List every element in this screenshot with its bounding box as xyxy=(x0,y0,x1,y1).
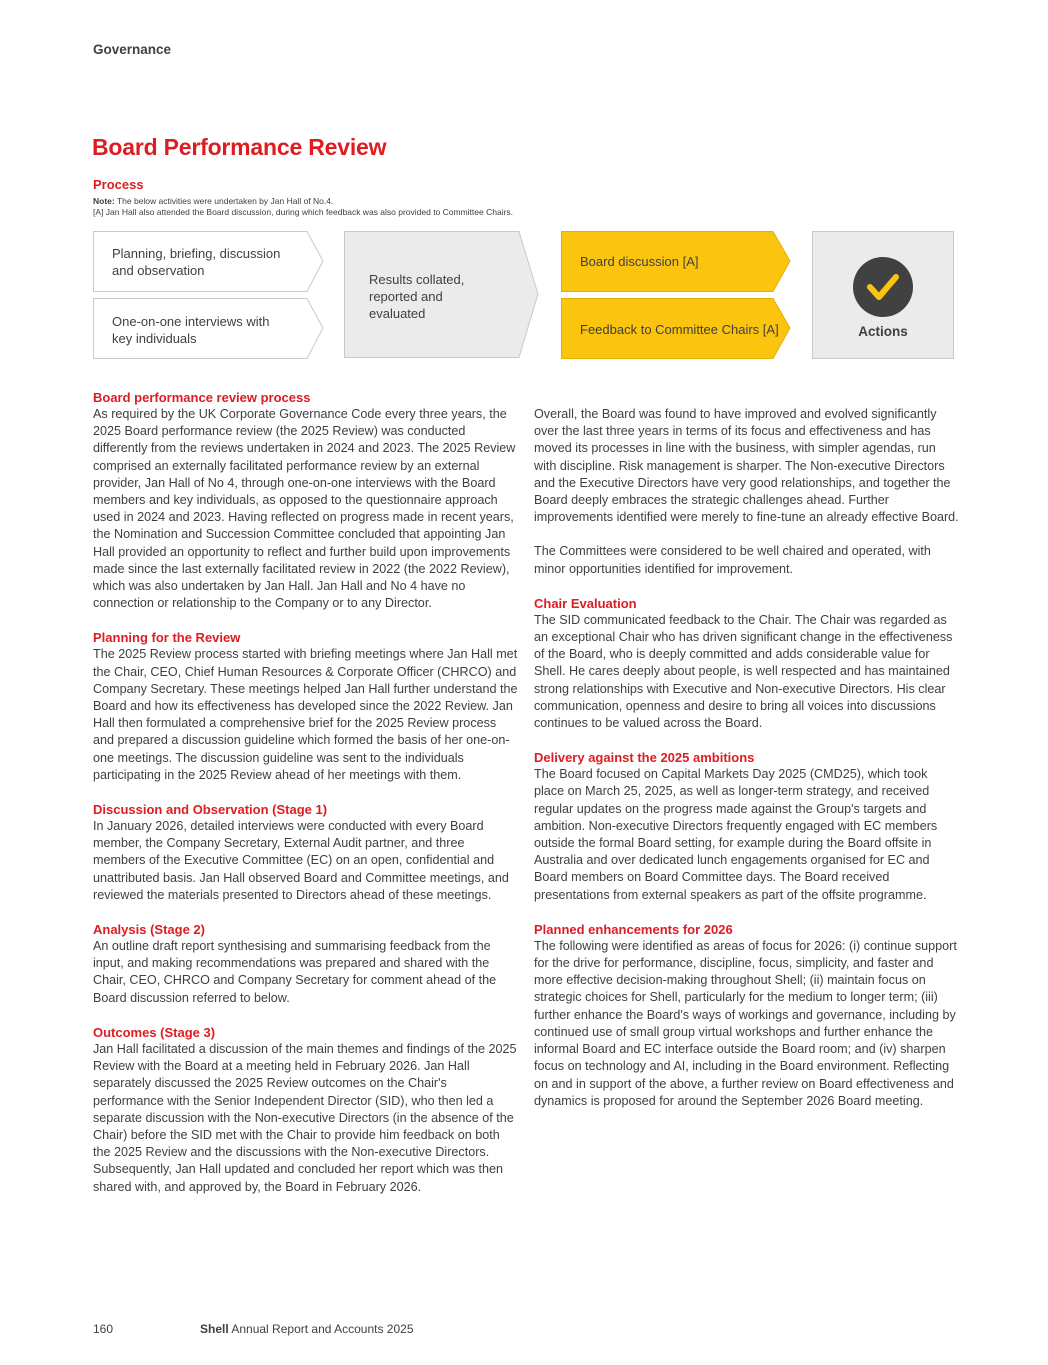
section-text: The Board focused on Capital Markets Day 2025 (CMD25), which took place on March 25, 2025, as well as longer-term strategy, and received regular updates on the progress made against the Group's targets and ambition. Non-executive Directors frequently engaged with EC members outside the formal Board setting, for example during the Board offsite in Australia and over dedicated lunch engagements organised for EC and Board members on Board Committee days. The Board received presentations from external speakers as part of the offsite programme. xyxy=(534,767,938,902)
section-text: As required by the UK Corporate Governance Code every three years, the 2025 Board performance review (the 2025 Review) was conducted differently from the reviews undertaken in 2024 and 2023. The 2025 Review comprised an externally facilitated performance review by an external provider, Jan Hall of No 4, through one-on-one interviews with the Board members and key individuals, as opposed to the questionnaire approach used in 2024 and 2023. Having reflected on progress made in recent years, the Nomination and Succession Committee concluded that appointing Jan Hall provided an opportunity to reflect and further build upon improvements made since the last externally facilitated review in 2022 (the 2022 Review), which was also undertaken by Jan Hall. Jan Hall and No 4 have no connection or relationship to the Company or to any Director. xyxy=(93,407,516,611)
section-heading: Delivery against the 2025 ambitions xyxy=(534,750,755,766)
check-circle-icon xyxy=(853,257,913,317)
section-discussion xyxy=(93,801,518,904)
section-heading: Chair Evaluation xyxy=(534,595,637,611)
committees-paragraph: The Committees were considered to be well chaired and operated, with minor opportunities identified for improvement. xyxy=(534,544,931,576)
section-text: An outline draft report synthesising and summarising feedback from the input, and making recommendations was prepared and shared with the Chair, CEO, CHRCO and Company Secretary for comment ahead of the Board discussion referred to below. xyxy=(93,939,497,1005)
section-delivery xyxy=(534,749,959,904)
section-planning xyxy=(93,629,518,784)
footer-brand: Shell Annual Report and Accounts 2025 xyxy=(200,1322,414,1336)
section-label: Governance xyxy=(93,42,172,57)
section-text: The 2025 Review process started with briefing meetings where Jan Hall met the Chair, CEO, Chief Human Resources & Corporate Officer (CHRCO) and Company Secretary. These meetings helped Jan Hall further understand the Board and how its effectiveness has developed since the 2022 Review. Jan Hall then formulated a comprehensive brief for the 2025 Review process and prepared a discussion guideline which formed the basis of her one-on-one meetings. The discussion guideline was sent to the individuals participating in the 2025 Review ahead of her meetings with them. xyxy=(93,647,518,782)
process-heading: Process xyxy=(93,177,144,192)
section-review-process xyxy=(93,389,518,612)
checkmark-icon xyxy=(853,257,913,317)
section-text: The following were identified as areas of focus for 2026: (i) continue support for the drive for performance, discipline, focus, simplicity, and faster and more effective decision-making throughout Shell; (ii) maintain focus on strategic choices for Shell, particularly for the medium to longer term; (iii) further enhance the Board's ways of workings and governance, including by continued use of small group virtual workshops and further enhance the informal Board and EC interface outside the Board room; and (iv) sharpen focus on technology and AI, including in the Board environment. Reflecting on and in support of the above, a further review on Board effectiveness and dynamics is proposed for around the September 2026 Board meeting. xyxy=(534,938,957,1108)
step-planning-label: Planning, briefing, discussion and observation xyxy=(112,246,281,278)
actions-box xyxy=(812,231,954,359)
section-heading: Planning for the Review xyxy=(93,630,241,646)
section-heading: Outcomes (Stage 3) xyxy=(93,1024,216,1040)
process-note-a: [A] Jan Hall also attended the Board discussion, during which feedback was also provided to Committee Chairs. xyxy=(93,207,514,217)
section-heading: Analysis (Stage 2) xyxy=(93,922,205,938)
page-title: Board Performance Review xyxy=(92,134,387,160)
page-number: 160 xyxy=(93,1322,114,1336)
right-column xyxy=(534,406,959,1127)
section-text: In January 2026, detailed interviews were conducted with every Board member, the Company Secretary, External Audit partner, and three members of the Executive Committee (EC) on an open, confidential and unattributed basis. Jan Hall observed Board and Committee meetings, and reviewed the materials presented to Directors ahead of these meetings. xyxy=(93,819,509,902)
process-diagram xyxy=(93,231,953,359)
actions-label: Actions xyxy=(858,324,908,339)
section-chair-evaluation xyxy=(534,595,959,732)
step-feedback-label: Feedback to Committee Chairs [A] xyxy=(580,322,779,337)
step-interviews-label: One-on-one interviews with key individuals xyxy=(112,314,270,346)
section-outcomes xyxy=(93,1024,518,1196)
section-heading: Discussion and Observation (Stage 1) xyxy=(93,802,328,818)
left-column xyxy=(93,389,518,1213)
step-results-label: Results collated, reported and evaluated xyxy=(369,272,465,321)
section-heading: Planned enhancements for 2026 xyxy=(534,921,733,937)
section-analysis xyxy=(93,921,518,1007)
process-note: Note: The below activities were undertaken by Jan Hall of No.4. xyxy=(93,196,334,206)
overall-paragraph: Overall, the Board was found to have improved and evolved significantly over the last three years in terms of its focus and effectiveness and has moved its processes in line with the business, with simpler agendas, run with discipline. Risk management is sharper. The Non-executive Directors and the Executive Directors have very good relationships, and together the Board deeply embraces the strategic challenges ahead. Further improvements identified were merely to fine-tune an already effective Board. xyxy=(534,407,959,525)
section-enhancements xyxy=(534,921,959,1110)
section-text: Jan Hall facilitated a discussion of the main themes and findings of the 2025 Review with the Board at a meeting held in February 2026. Jan Hall separately discussed the 2025 Review outcomes on the Chair's performance with the Senior Independent Director (SID), who then led a separate discussion with the Non-executive Directors (in the absence of the Chair) before the SID met with the Chair to provide him feedback on both the 2025 Review and the discussions with the Non-executive Directors. Subsequently, Jan Hall updated and concluded her report which was then shared with, and approved by, the Board in February 2026. xyxy=(93,1041,517,1194)
section-text: The SID communicated feedback to the Chair. The Chair was regarded as an exceptional Chair who has driven significant change in the effectiveness of the Board, who is deeply committed and adds considerable value for Shell. He cares deeply about people, is well respected and has maintained strong relationships with Executive and Non-executive Directors. His clear communication, openness and desire to bring all voices into discussions continues to be valued across the Board. xyxy=(534,612,953,731)
section-heading: Board performance review process xyxy=(93,390,311,405)
step-board-discussion-label: Board discussion [A] xyxy=(580,254,699,269)
